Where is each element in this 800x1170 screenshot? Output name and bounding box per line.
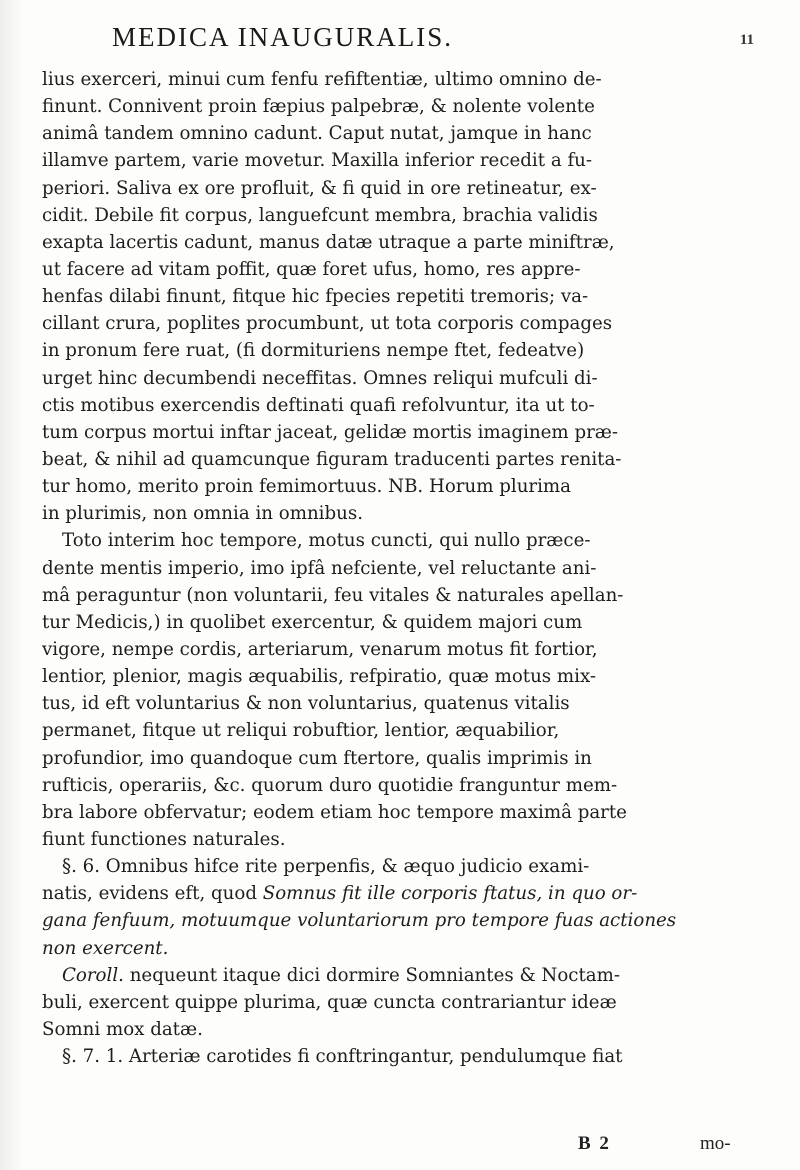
roman-text: lentior, plenior, magis æquabilis, refpiratio, quæ motus mix-: [42, 666, 597, 688]
text-line: [42, 283, 770, 310]
text-line: [42, 582, 770, 609]
text-line: [42, 989, 770, 1016]
catchword: mo-: [700, 1133, 731, 1154]
roman-text: profundior, imo quandoque cum ftertore, qualis imprimis in: [42, 747, 592, 769]
roman-text: buli, exercent quippe plurima, quæ cuncta contrariantur ideæ: [42, 991, 617, 1013]
roman-text: natis, evidens eft, quod: [42, 883, 263, 905]
body-text: [42, 66, 770, 1070]
text-line: [42, 310, 770, 337]
roman-text: dente mentis imperio, imo ipfâ nefciente, vel reluctante ani-: [42, 557, 597, 579]
roman-text: henfas dilabi finunt, fitque hic fpecies repetiti tremoris; va-: [42, 286, 589, 308]
roman-text: finunt. Connivent proin fæpius palpebræ, & nolente volente: [42, 96, 595, 118]
text-line: [42, 175, 770, 202]
text-line: [42, 527, 770, 554]
roman-text: tur homo, merito proin femimortuus. NB. Horum plurima: [42, 476, 572, 498]
roman-text: nequeunt itaque dici dormire Somniantes & Noctam-: [123, 964, 621, 986]
roman-text: mâ peraguntur (non voluntarii, feu vitales & naturales apellan-: [42, 584, 624, 606]
roman-text: tus, id eft voluntarius & non voluntarius, quatenus vitalis: [42, 693, 570, 715]
text-line: [42, 962, 770, 989]
text-line: [42, 473, 770, 500]
roman-text: fiunt functiones naturales.: [42, 828, 286, 850]
roman-text: urget hinc decumbendi neceffitas. Omnes reliqui mufculi di-: [42, 367, 598, 389]
text-line: [42, 717, 770, 744]
italic-text: Somnus fit ille corporis ftatus, in quo or-: [262, 883, 638, 905]
roman-text: lius exerceri, minui cum fenfu refiftentiæ, ultimo omnino de-: [42, 69, 602, 90]
roman-text: cidit. Debile fit corpus, languefcunt membra, brachia validis: [42, 204, 598, 226]
signature-mark: B 2: [578, 1133, 611, 1154]
italic-text: gana fenfuum, motuumque voluntariorum pro tempore fuas actiones: [42, 910, 677, 932]
text-line: [42, 1016, 770, 1043]
text-line: [42, 419, 770, 446]
roman-text: bra labore obfervatur; eodem etiam hoc tempore maximâ parte: [42, 801, 627, 823]
text-line: [42, 66, 770, 93]
text-line: [42, 555, 770, 582]
italic-text: non exercent.: [42, 937, 169, 959]
roman-text: beat, & nihil ad quamcunque figuram traducenti partes renita-: [42, 448, 622, 470]
text-line: [42, 202, 770, 229]
text-line: [42, 147, 770, 174]
text-line: [42, 636, 770, 663]
roman-text: Toto interim hoc tempore, motus cuncti, qui nullo præce-: [62, 530, 591, 552]
roman-text: animâ tandem omnino cadunt. Caput nutat, jamque in hanc: [42, 123, 592, 145]
text-line: [42, 229, 770, 256]
roman-text: illamve partem, varie movetur. Maxilla inferior recedit a fu-: [42, 150, 593, 172]
text-line: [42, 772, 770, 799]
text-line: [42, 690, 770, 717]
text-line: [42, 120, 770, 147]
roman-text: exapta lacertis cadunt, manus datæ utraque a parte miniftræ,: [42, 231, 615, 253]
roman-text: in pronum fere ruat, (fi dormituriens nempe ftet, fedeatve): [42, 340, 585, 362]
page-header: [0, 18, 800, 64]
text-line: [42, 500, 770, 527]
page-footer: [0, 1133, 800, 1163]
roman-text: vigore, nempe cordis, arteriarum, venarum motus fit fortior,: [42, 638, 598, 660]
roman-text: tum corpus mortui inftar jaceat, gelidæ mortis imaginem præ-: [42, 421, 619, 443]
text-line: [42, 799, 770, 826]
page-number: 11: [739, 32, 754, 48]
text-line: [42, 446, 770, 473]
roman-text: Somni mox datæ.: [42, 1018, 203, 1040]
roman-text: permanet, fitque ut reliqui robuftior, lentior, æquabilior,: [42, 720, 560, 742]
roman-text: ut facere ad vitam poffit, quæ foret ufus, homo, res appre-: [42, 258, 581, 280]
text-line: [42, 826, 770, 853]
roman-text: cillant crura, poplites procumbunt, ut tota corporis compages: [42, 313, 613, 335]
text-line: [42, 853, 770, 880]
text-line: [42, 935, 770, 962]
text-line: [42, 745, 770, 772]
roman-text: periori. Saliva ex ore profluit, & fi quid in ore retineatur, ex-: [42, 177, 597, 199]
italic-text: Coroll.: [62, 964, 124, 986]
roman-text: ctis motibus exercendis deftinati quafi refolvuntur, ita ut to-: [42, 394, 595, 416]
text-line: [42, 256, 770, 283]
text-line: [42, 907, 770, 934]
text-line: [42, 337, 770, 364]
roman-text: §. 7. 1. Arteriæ carotides fi conftringantur, pendulumque fiat: [62, 1046, 623, 1068]
text-line: [42, 1043, 770, 1070]
running-head: MEDICA INAUGURALIS.: [112, 22, 453, 52]
roman-text: in plurimis, non omnia in omnibus.: [42, 503, 363, 525]
roman-text: §. 6. Omnibus hifce rite perpenfis, & æquo judicio exami-: [62, 856, 590, 878]
text-line: [42, 365, 770, 392]
text-line: [42, 609, 770, 636]
text-line: [42, 392, 770, 419]
text-line: [42, 880, 770, 907]
roman-text: rufticis, operariis, &c. quorum duro quotidie franguntur mem-: [42, 774, 618, 796]
text-line: [42, 93, 770, 120]
page-gutter-shadow: [0, 0, 24, 1170]
roman-text: tur Medicis,) in quolibet exercentur, & quidem majori cum: [42, 611, 583, 633]
text-line: [42, 663, 770, 690]
